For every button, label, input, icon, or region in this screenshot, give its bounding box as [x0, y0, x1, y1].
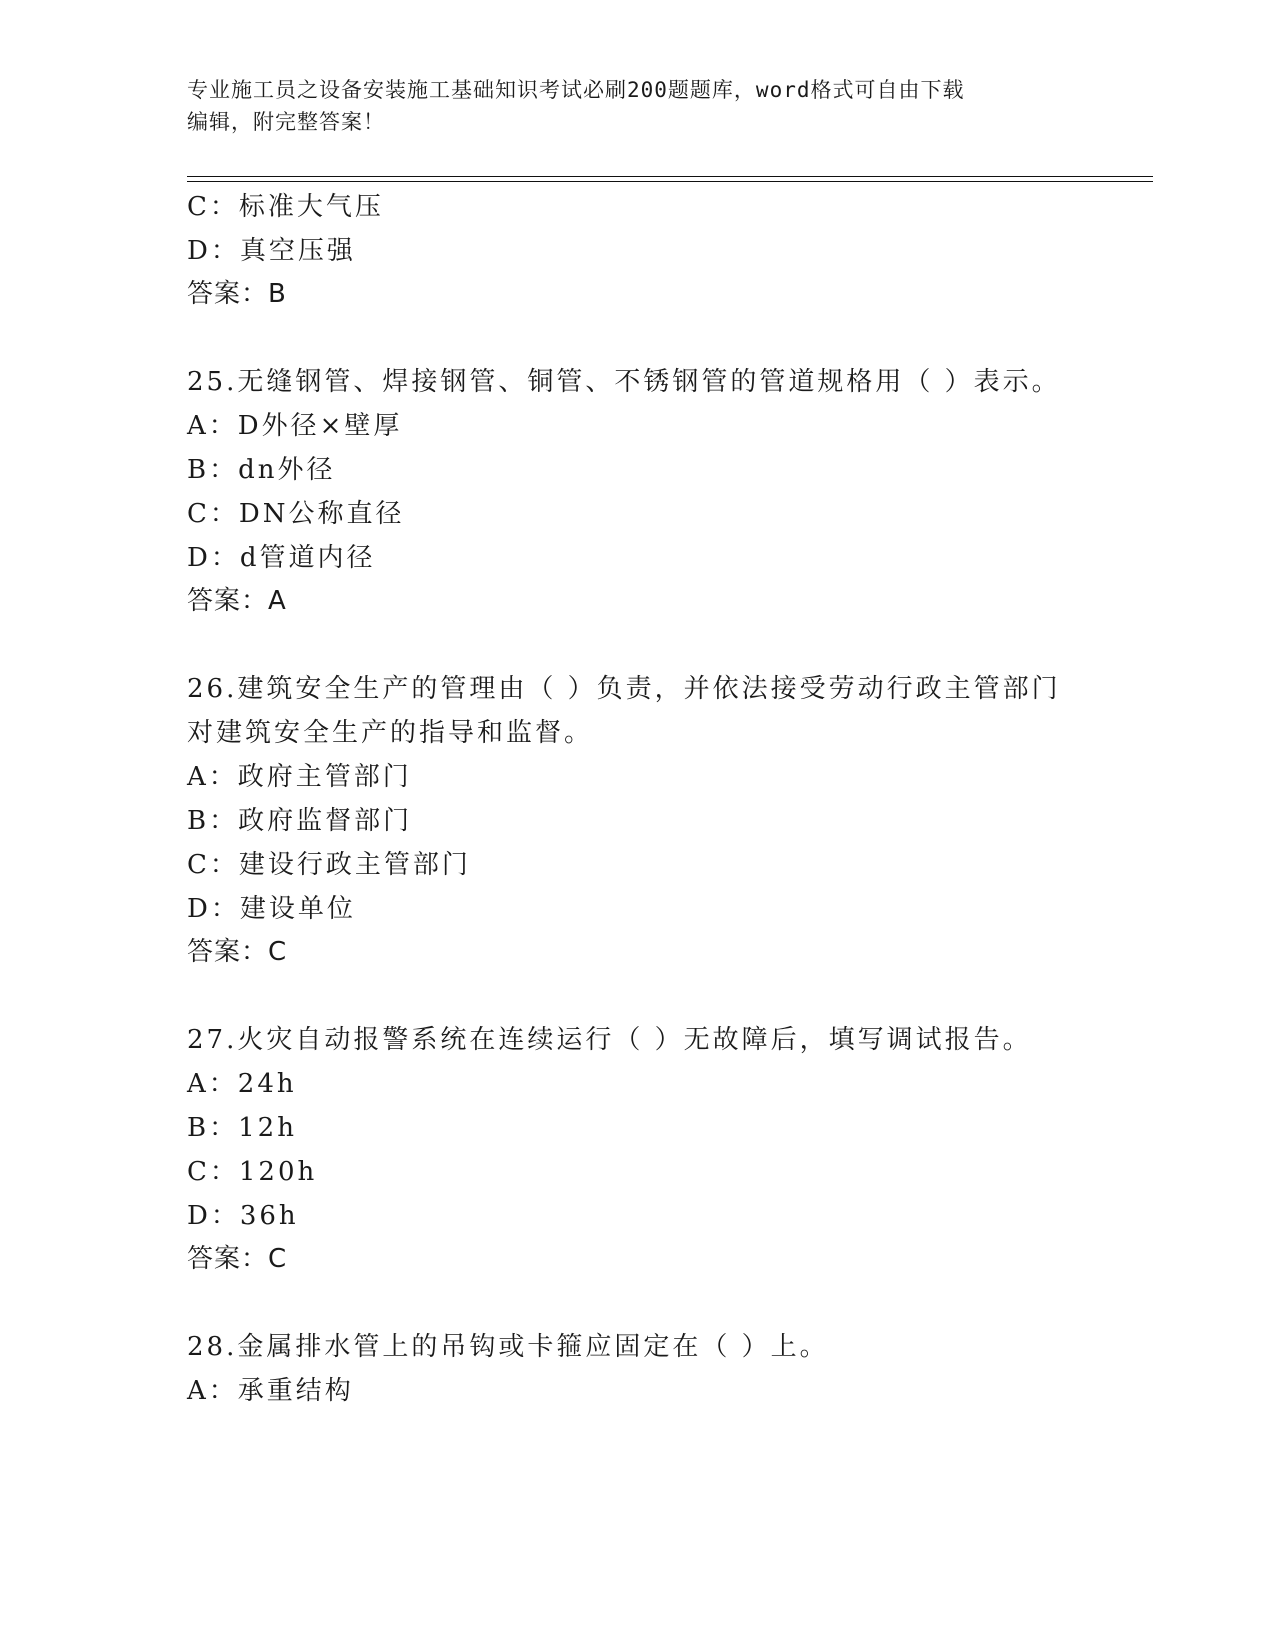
q24-option-c: C：标准大气压 [187, 192, 384, 222]
q26-answer: 答案：C [187, 937, 288, 967]
q27-option-c: C：120h [187, 1157, 318, 1187]
q25-answer: 答案：A [187, 586, 287, 616]
q25-option-b: B：dn外径 [187, 455, 336, 485]
document-header [187, 74, 1087, 138]
q26-option-d: D：建设单位 [187, 894, 356, 924]
q26-option-a: A：政府主管部门 [187, 762, 412, 792]
q25-question: 25.无缝钢管、焊接钢管、铜管、不锈钢管的管道规格用（ ）表示。 [187, 367, 1061, 397]
header-title-line-1: 专业施工员之设备安装施工基础知识考试必刷200题题库，word格式可自由下载 [187, 78, 965, 102]
q24-answer: 答案：B [187, 279, 287, 309]
q27-answer: 答案：C [187, 1244, 288, 1274]
q25-option-d: D：d管道内径 [187, 543, 376, 573]
q25-option-c: C：DN公称直径 [187, 499, 405, 529]
q26-option-c: C：建设行政主管部门 [187, 850, 471, 880]
q26-question-line-1: 26.建筑安全生产的管理由（ ）负责，并依法接受劳动行政主管部门 [187, 674, 1061, 704]
header-divider-top [187, 176, 1153, 177]
header-divider-bottom [187, 181, 1153, 182]
q24-option-d: D：真空压强 [187, 236, 356, 266]
q28-option-a: A：承重结构 [187, 1376, 354, 1406]
q27-option-b: B：12h [187, 1113, 297, 1143]
q27-option-d: D：36h [187, 1201, 299, 1231]
q26-option-b: B：政府监督部门 [187, 806, 413, 836]
q27-question: 27.火灾自动报警系统在连续运行（ ）无故障后，填写调试报告。 [187, 1025, 1032, 1055]
q26-question-line-2: 对建筑安全生产的指导和监督。 [187, 718, 594, 748]
q27-option-a: A：24h [187, 1069, 297, 1099]
header-title-line-2: 编辑，附完整答案！ [187, 110, 385, 134]
q28-question: 28.金属排水管上的吊钩或卡箍应固定在（ ）上。 [187, 1332, 829, 1362]
q25-option-a: A：D外径×壁厚 [187, 411, 403, 441]
